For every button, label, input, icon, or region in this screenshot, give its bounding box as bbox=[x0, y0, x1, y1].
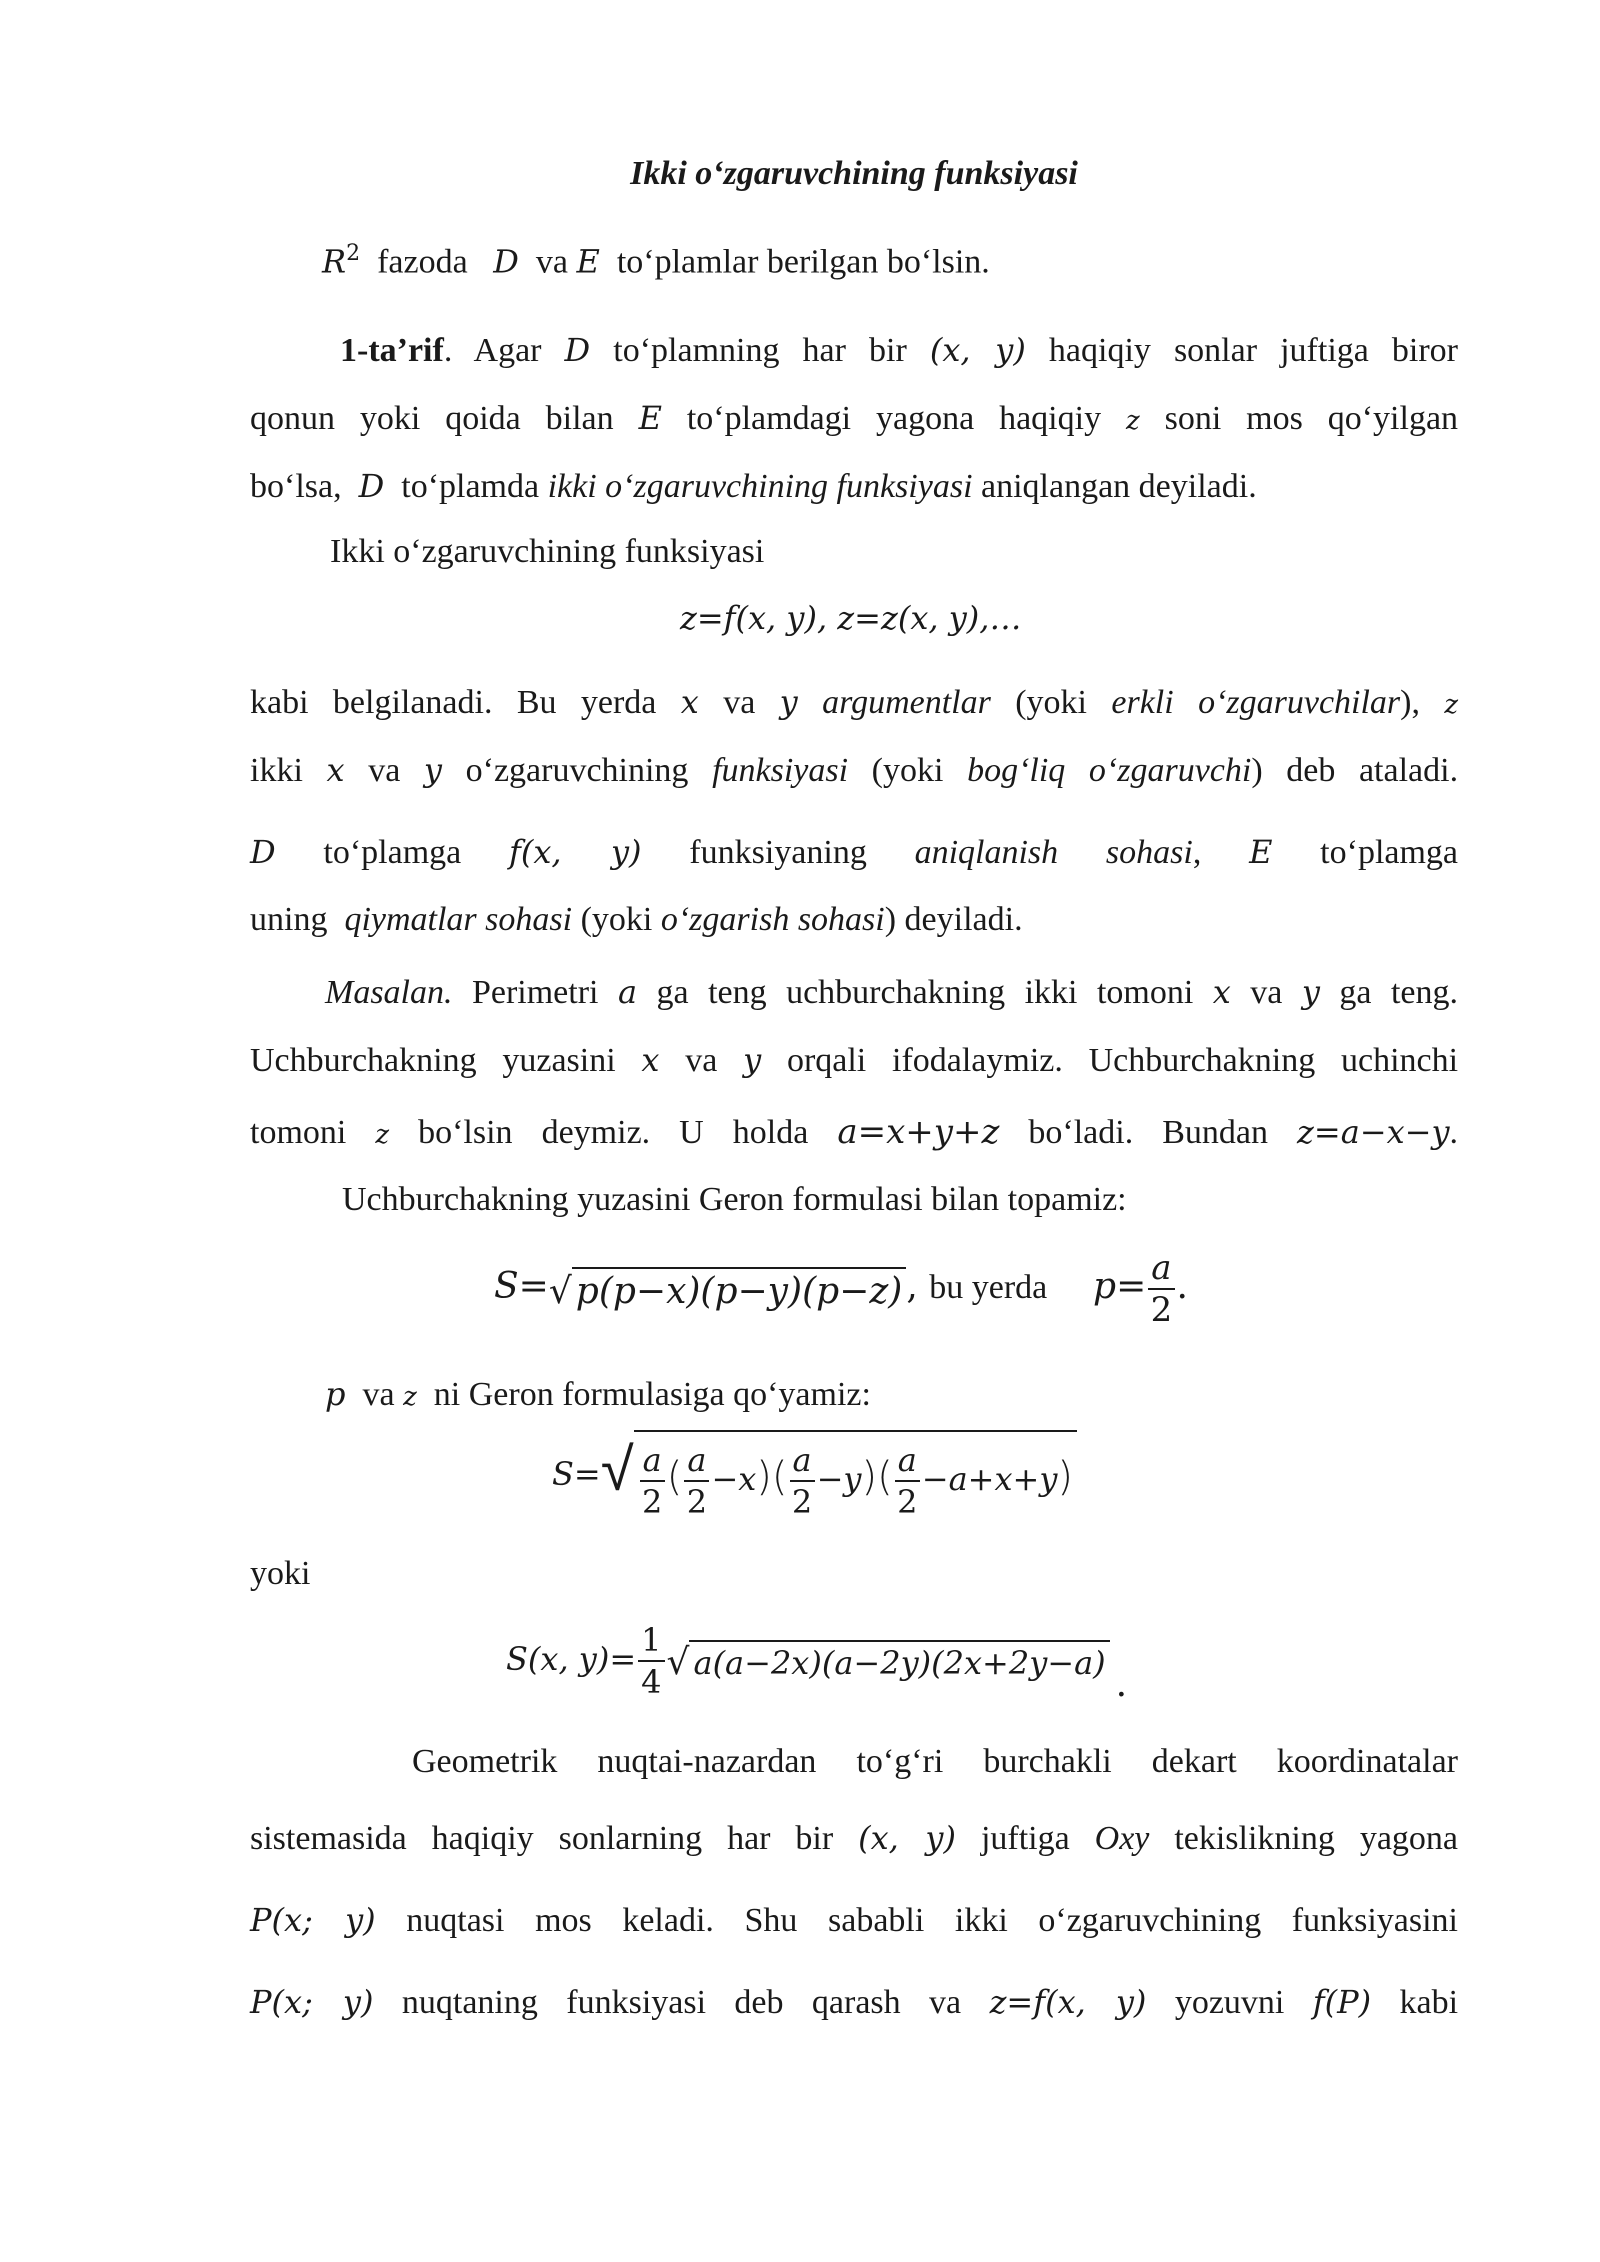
final-area-formula: S(x, y)= $\frac{1}{4}$ √ a(a−2x)(a−2y)(2x+2y−a). bbox=[506, 1621, 1128, 1705]
arguments-line-4: uning qiymatlar sohasi (yoki o‘zgarish sohasi) deyiladi. bbox=[250, 901, 1023, 938]
definition-line-1: 1-ta’rif. Agar D to‘plamning har bir (x, y) haqiqiy sonlar juftiga biror bbox=[340, 331, 1459, 369]
intro-line: $R^2$ fazoda D va E to‘plamlar berilgan bo‘lsin. bbox=[322, 241, 990, 281]
notation-lead: Ikki o‘zgaruvchining funksiyasi bbox=[330, 533, 765, 570]
geometry-line-3: P(x; y) nuqtasi mos keladi. Shu sababli ikki o‘zgaruvchining funksiyasini bbox=[250, 1901, 1458, 1939]
geometry-line-1: Geometrik nuqtai-nazardan to‘g‘ri burchakli dekart koordinatalar bbox=[412, 1743, 1458, 1780]
example-line-1: Masalan. Perimetri a ga teng uchburchakning ikki tomoni x va y ga teng. bbox=[325, 973, 1458, 1011]
yoki-word: yoki bbox=[250, 1555, 311, 1592]
geometry-line-4: P(x; y) nuqtaning funksiyasi deb qarash va z=f(x, y) yozuvni f(P) kabi bbox=[250, 1983, 1459, 2021]
arguments-line-2: ikki x va y o‘zgaruvchining funksiyasi (yoki bog‘liq o‘zgaruvchi) deb ataladi. bbox=[250, 751, 1459, 789]
substitution-line: p va z ni Geron formulasiga qo‘yamiz: bbox=[325, 1375, 871, 1413]
definition-line-2: qonun yoki qoida bilan E to‘plamdagi yagona haqiqiy z soni mos qo‘yilgan bbox=[250, 399, 1459, 437]
example-line-2: Uchburchakning yuzasini x va y orqali ifodalaymiz. Uchburchakning uchinchi bbox=[250, 1041, 1459, 1079]
heron-formula: S=√ p(p−x)(p−y)(p−z) , bu yerda p= $\frac{a}{2}$ . bbox=[494, 1248, 1188, 1330]
geometry-line-2: sistemasida haqiqiy sonlarning har bir (x, y) juftiga Oxy tekislikning yagona bbox=[250, 1819, 1458, 1857]
notation-formula: z=f(x, y), z=z(x, y),… bbox=[680, 599, 1022, 637]
example-line-4: Uchburchakning yuzasini Geron formulasi bilan topamiz: bbox=[342, 1181, 1127, 1218]
arguments-line-3: D to‘plamga f(x, y) funksiyaning aniqlanish sohasi, E to‘plamga bbox=[250, 833, 1459, 871]
substituted-formula: S=√ $\frac{a}{2}$ ( $\frac{a}{2}$ −x)( $\frac{a}{2}$ −y)( $\frac{a}{2}$ −a+x+y) bbox=[552, 1430, 1077, 1522]
definition-line-3: bo‘lsa, D to‘plamda ikki o‘zgaruvchining funksiyasi aniqlangan deyiladi. bbox=[250, 467, 1257, 505]
example-line-3: tomoni z bo‘lsin deymiz. U holda a=x+y+z bo‘ladi. Bundan z=a−x−y. bbox=[250, 1112, 1459, 1152]
arguments-line-1: kabi belgilanadi. Bu yerda x va y argumentlar (yoki erkli o‘zgaruvchilar), z bbox=[250, 683, 1459, 721]
page-title: Ikki o‘zgaruvchining funksiyasi bbox=[630, 155, 1078, 192]
